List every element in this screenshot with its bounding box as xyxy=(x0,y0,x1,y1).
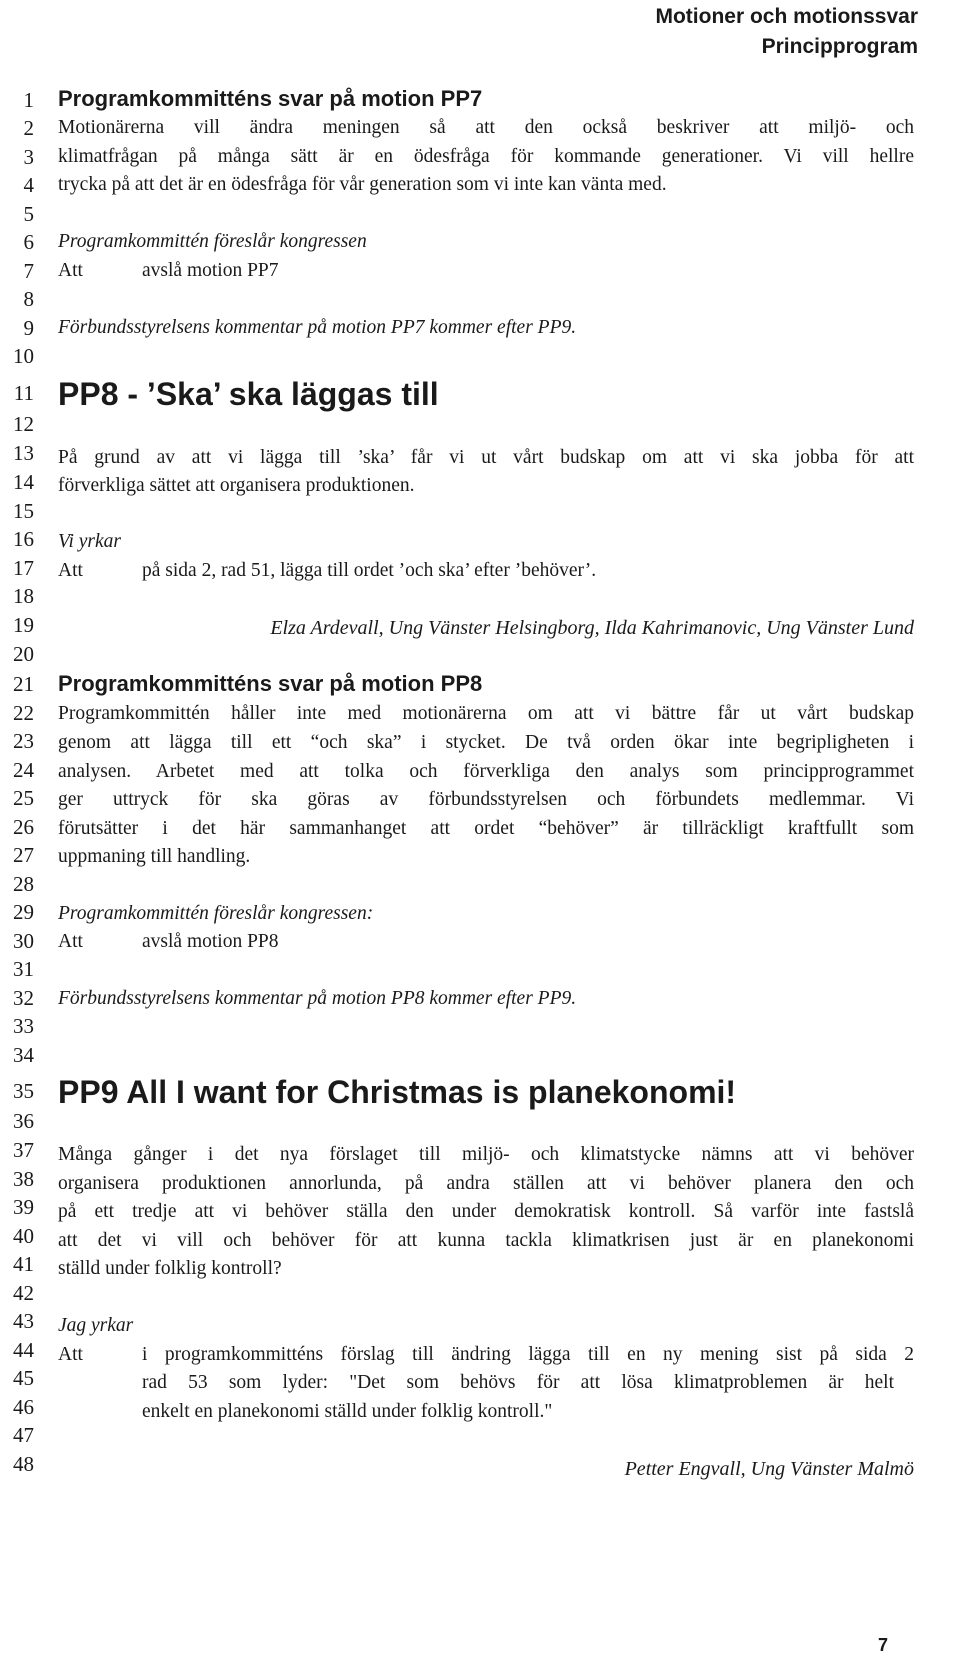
pp7-response-line-2: klimatfrågan på många sätt är en ödesfråga för kommande generationer. Vi vill hellre xyxy=(58,146,914,167)
att-label: Att xyxy=(58,560,83,581)
pp8-att-row xyxy=(58,559,914,583)
page-number: 7 xyxy=(877,1635,888,1655)
line-number: 44 xyxy=(13,1338,34,1362)
line-number: 45 xyxy=(13,1366,34,1390)
line-number: 4 xyxy=(23,173,34,197)
line-number: 32 xyxy=(13,986,34,1010)
line-number: 27 xyxy=(13,843,34,867)
line-number: 6 xyxy=(23,230,34,254)
line-number: 48 xyxy=(13,1452,34,1476)
pp8-response-line-5: förutsätter i det här sammanhanget att ordet “behöver” är tillräckligt kraftfullt som xyxy=(58,818,914,839)
line-number: 17 xyxy=(13,556,34,580)
line-number: 1 xyxy=(23,88,34,112)
pp9-line-2: organisera produktionen annorlunda, på andra ställen att vi behöver planera den och xyxy=(58,1173,914,1194)
line-number: 14 xyxy=(13,470,34,494)
line-number: 41 xyxy=(13,1252,34,1276)
pp9-att-line-1: i programkommitténs förslag till ändring lägga till en ny mening sist på sida 2 xyxy=(142,1344,914,1365)
pp8-line-1: På grund av att vi lägga till ’ska’ får vi ut vårt budskap om att vi ska jobba för att xyxy=(58,447,914,468)
pp8-response-heading: Programkommitténs svar på motion PP8 xyxy=(58,671,483,696)
pp8-demand-intro: Vi yrkar xyxy=(58,531,121,552)
header-subtitle: Principprogram xyxy=(761,35,918,58)
line-number: 10 xyxy=(13,344,34,368)
line-number: 29 xyxy=(13,900,34,924)
att-label: Att xyxy=(58,260,83,281)
line-number: 31 xyxy=(13,957,34,981)
line-number: 9 xyxy=(23,316,34,340)
pp8-proposal-intro: Programkommittén föreslår kongressen: xyxy=(58,903,374,924)
pp9-line-1: Många gånger i det nya förslaget till miljö- och klimatstycke nämns att vi behöver xyxy=(58,1144,914,1165)
pp8-response-line-2: genom att lägga till ett “och ska” i stycket. De två orden ökar inte begripligheten i xyxy=(58,732,914,753)
pp9-att-line-2: rad 53 som lyder: "Det som behövs för att lösa klimatproblemen är helt xyxy=(142,1372,894,1393)
att-label: Att xyxy=(58,931,83,952)
line-number: 21 xyxy=(13,672,34,696)
line-number: 16 xyxy=(13,527,34,551)
line-number: 23 xyxy=(13,729,34,753)
pp9-heading: PP9 All I want for Christmas is planekonomi! xyxy=(58,1074,737,1110)
line-number: 5 xyxy=(23,202,34,226)
page-header xyxy=(655,2,918,62)
line-number: 2 xyxy=(23,116,34,140)
att-text: på sida 2, rad 51, lägga till ordet ’och ska’ efter ’behöver’. xyxy=(142,560,597,581)
line-number: 12 xyxy=(13,412,34,436)
line-number: 25 xyxy=(13,786,34,810)
line-number: 36 xyxy=(13,1109,34,1133)
pp9-signature: Petter Engvall, Ung Vänster Malmö xyxy=(624,1458,914,1480)
pp9-line-5: ställd under folklig kontroll? xyxy=(58,1258,282,1279)
line-number: 37 xyxy=(13,1138,34,1162)
att-text: avslå motion PP7 xyxy=(142,260,279,281)
line-number: 43 xyxy=(13,1309,34,1333)
pp8-board-comment: Förbundsstyrelsens kommentar på motion PP8 kommer efter PP9. xyxy=(58,988,577,1009)
pp8-line-2: förverkliga sättet att organisera produktionen. xyxy=(58,475,415,496)
line-number: 40 xyxy=(13,1224,34,1248)
pp8-heading: PP8 - ’Ska’ ska läggas till xyxy=(58,376,439,412)
line-number: 38 xyxy=(13,1167,34,1191)
pp8-att-row xyxy=(58,930,914,954)
pp8-response-line-1: Programkommittén håller inte med motionärerna om att vi bättre får ut vårt budskap xyxy=(58,703,914,724)
pp9-line-4: att det vi vill och behöver för att kunna tackla klimatkrisen just är en planekonomi xyxy=(58,1230,914,1251)
line-number: 34 xyxy=(13,1043,34,1067)
line-number: 20 xyxy=(13,642,34,666)
line-number: 35 xyxy=(13,1079,34,1103)
pp7-proposal-intro: Programkommittén föreslår kongressen xyxy=(58,231,367,252)
line-number: 15 xyxy=(13,499,34,523)
line-number: 28 xyxy=(13,872,34,896)
pp8-response-line-3: analysen. Arbetet med att tolka och förverkliga den analys som principprogrammet xyxy=(58,761,914,782)
line-number: 24 xyxy=(13,758,34,782)
pp7-response-heading: Programkommitténs svar på motion PP7 xyxy=(58,86,483,111)
pp7-response-line-3: trycka på att det är en ödesfråga för vår generation som vi inte kan vänta med. xyxy=(58,174,667,195)
line-number: 46 xyxy=(13,1395,34,1419)
line-number: 18 xyxy=(13,584,34,608)
line-number: 39 xyxy=(13,1195,34,1219)
line-number: 11 xyxy=(13,381,34,405)
pp8-response-line-6: uppmaning till handling. xyxy=(58,846,251,867)
line-number: 22 xyxy=(13,701,34,725)
line-number: 3 xyxy=(23,145,34,169)
pp8-response-line-4: ger uttryck för ska göras av förbundsstyrelsen och förbundets medlemmar. Vi xyxy=(58,789,914,810)
pp7-board-comment: Förbundsstyrelsens kommentar på motion PP7 kommer efter PP9. xyxy=(58,317,577,338)
line-number: 8 xyxy=(23,287,34,311)
header-title: Motioner och motionssvar xyxy=(655,5,918,28)
line-number: 19 xyxy=(13,613,34,637)
pp7-response-line-1: Motionärerna vill ändra meningen så att den också beskriver att miljö- och xyxy=(58,117,914,138)
pp8-signature: Elza Ardevall, Ung Vänster Helsingborg, Ilda Kahrimanovic, Ung Vänster Lund xyxy=(270,617,914,639)
line-number: 26 xyxy=(13,815,34,839)
line-number: 42 xyxy=(13,1281,34,1305)
line-number: 30 xyxy=(13,929,34,953)
pp9-demand-intro: Jag yrkar xyxy=(58,1315,134,1336)
line-number: 13 xyxy=(13,441,34,465)
line-number: 33 xyxy=(13,1014,34,1038)
att-text: avslå motion PP8 xyxy=(142,931,279,952)
att-label: Att xyxy=(58,1344,83,1365)
pp9-line-3: på ett tredje att vi behöver ställa den under demokratisk kontroll. Så varför inte fastslå xyxy=(58,1201,914,1222)
line-number: 47 xyxy=(13,1423,34,1447)
line-number: 7 xyxy=(23,259,34,283)
pp9-att-line-3: enkelt en planekonomi ställd under folklig kontroll." xyxy=(142,1401,553,1422)
pp7-att-row xyxy=(58,259,914,283)
